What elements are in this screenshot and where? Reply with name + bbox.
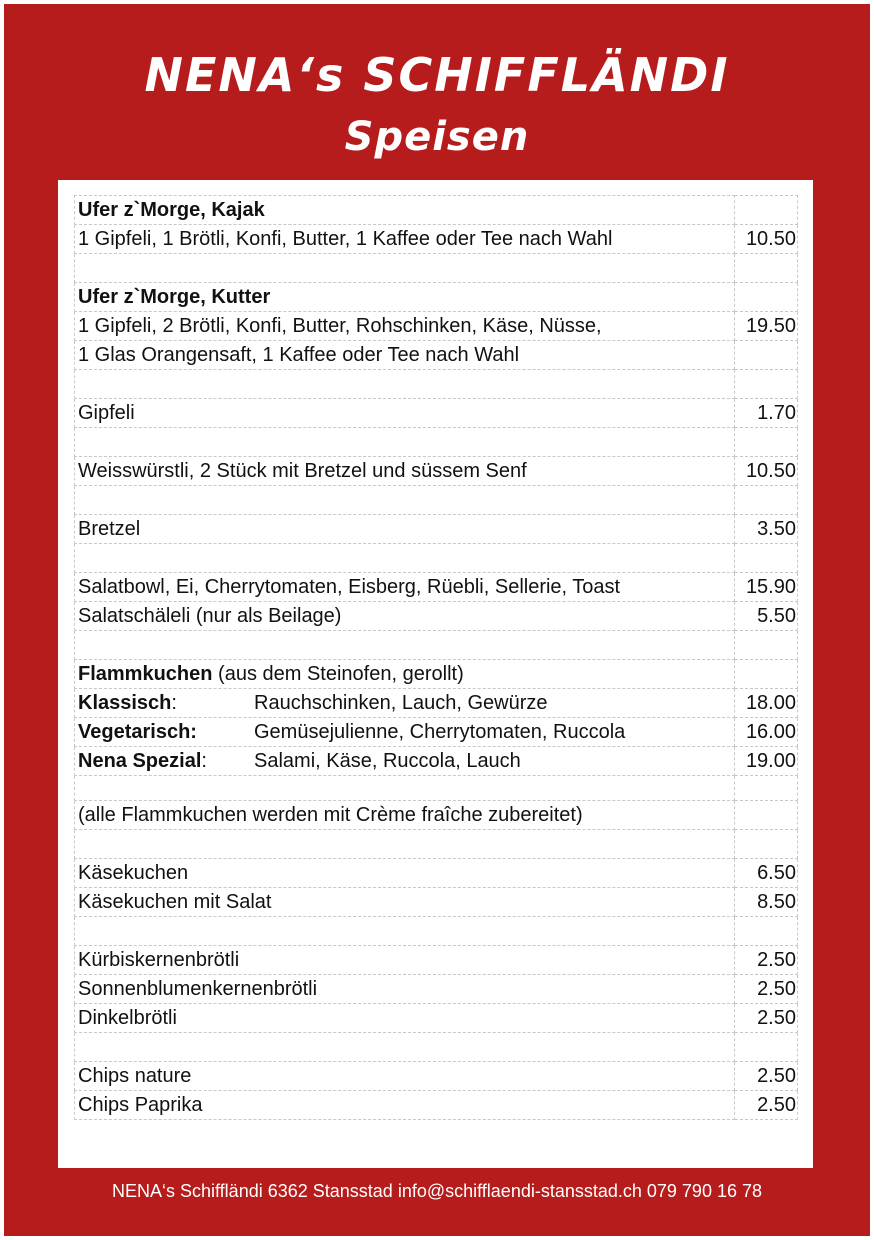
menu-row — [75, 573, 798, 602]
spacer-row — [75, 486, 798, 515]
item-price: 15.90 — [735, 573, 798, 602]
item-price: 18.00 — [735, 689, 798, 718]
variant-desc: Salami, Käse, Ruccola, Lauch — [254, 749, 521, 772]
variant-label: Nena Spezial — [78, 749, 202, 772]
item-name: Chips Paprika — [75, 1091, 735, 1120]
item-name: Käsekuchen — [75, 859, 735, 888]
item-heading-kutter: Ufer z`Morge, Kutter — [75, 283, 735, 312]
item-price: 2.50 — [735, 1062, 798, 1091]
item-price: 19.50 — [735, 312, 798, 341]
spacer-row — [75, 917, 798, 946]
spacer-row — [75, 370, 798, 399]
item-price: 6.50 — [735, 859, 798, 888]
item-desc-kutter-2: 1 Glas Orangensaft, 1 Kaffee oder Tee nach Wahl — [75, 341, 735, 370]
menu-row — [75, 801, 798, 830]
item-price: 5.50 — [735, 602, 798, 631]
menu-subtitle: Speisen — [344, 114, 530, 160]
item-name: Käsekuchen mit Salat — [75, 888, 735, 917]
item-price: 2.50 — [735, 1004, 798, 1033]
item-name: Dinkelbrötli — [75, 1004, 735, 1033]
menu-row — [75, 859, 798, 888]
menu-row — [75, 1004, 798, 1033]
menu-row: Nena Spezial: Salami, Käse, Ruccola, Lauch 19.00 — [75, 747, 798, 776]
menu-row — [75, 515, 798, 544]
menu-row — [75, 312, 798, 341]
menu-row — [75, 1062, 798, 1091]
variant-desc: Gemüsejulienne, Cherrytomaten, Ruccola — [254, 720, 626, 743]
item-price: 8.50 — [735, 888, 798, 917]
menu-row — [75, 399, 798, 428]
flammkuchen-footnote: (alle Flammkuchen werden mit Crème fraîche zubereitet) — [75, 801, 735, 830]
menu-row — [75, 225, 798, 254]
item-price: 10.50 — [735, 457, 798, 486]
item-name: Salatschäleli (nur als Beilage) — [75, 602, 735, 631]
menu-table — [74, 195, 798, 1120]
spacer-row — [75, 1033, 798, 1062]
variant-label: Klassisch — [78, 691, 172, 714]
spacer-row — [75, 776, 798, 801]
item-name: Gipfeli — [75, 399, 735, 428]
menu-row — [75, 602, 798, 631]
spacer-row — [75, 631, 798, 660]
flammkuchen-note: (aus dem Steinofen, gerollt) — [212, 662, 464, 685]
spacer-row — [75, 254, 798, 283]
variant-label: Vegetarisch: — [78, 720, 197, 743]
item-price: 2.50 — [735, 1091, 798, 1120]
item-price: 10.50 — [735, 225, 798, 254]
item-name: Salatbowl, Ei, Cherrytomaten, Eisberg, Rüebli, Sellerie, Toast — [75, 573, 735, 602]
item-price: 3.50 — [735, 515, 798, 544]
item-name: Kürbiskernenbrötli — [75, 946, 735, 975]
item-name: Sonnenblumenkernenbrötli — [75, 975, 735, 1004]
menu-row: Klassisch: Rauchschinken, Lauch, Gewürze 18.00 — [75, 689, 798, 718]
item-desc-kutter-1: 1 Gipfeli, 2 Brötli, Konfi, Butter, Rohschinken, Käse, Nüsse, — [75, 312, 735, 341]
item-name: Weisswürstli, 2 Stück mit Bretzel und süssem Senf — [75, 457, 735, 486]
item-price: 2.50 — [735, 975, 798, 1004]
spacer-row — [75, 428, 798, 457]
item-name: Chips nature — [75, 1062, 735, 1091]
menu-row — [75, 1091, 798, 1120]
menu-row — [75, 341, 798, 370]
menu-row — [75, 975, 798, 1004]
menu-row — [75, 888, 798, 917]
item-price: 1.70 — [735, 399, 798, 428]
item-price: 2.50 — [735, 946, 798, 975]
menu-row — [75, 718, 798, 747]
spacer-row — [75, 544, 798, 573]
item-desc-kajak: 1 Gipfeli, 1 Brötli, Konfi, Butter, 1 Kaffee oder Tee nach Wahl — [75, 225, 735, 254]
menu-row — [75, 457, 798, 486]
item-heading-kajak: Ufer z`Morge, Kajak — [75, 196, 735, 225]
spacer-row — [75, 830, 798, 859]
menu-row — [75, 946, 798, 975]
item-price: 16.00 — [735, 718, 798, 747]
item-name: Bretzel — [75, 515, 735, 544]
menu-row — [75, 660, 798, 689]
restaurant-title: NENA‘s SCHIFFLÄNDI — [144, 48, 730, 102]
variant-desc: Rauchschinken, Lauch, Gewürze — [254, 691, 548, 714]
footer-contact: NENA‘s Schiffländi 6362 Stansstad info@schifflaendi-stansstad.ch 079 790 16 78 — [111, 1181, 762, 1201]
flammkuchen-title: Flammkuchen — [78, 662, 213, 685]
menu-row — [75, 283, 798, 312]
item-price: 19.00 — [735, 747, 798, 776]
menu-row — [75, 196, 798, 225]
flammkuchen-heading — [75, 660, 735, 689]
